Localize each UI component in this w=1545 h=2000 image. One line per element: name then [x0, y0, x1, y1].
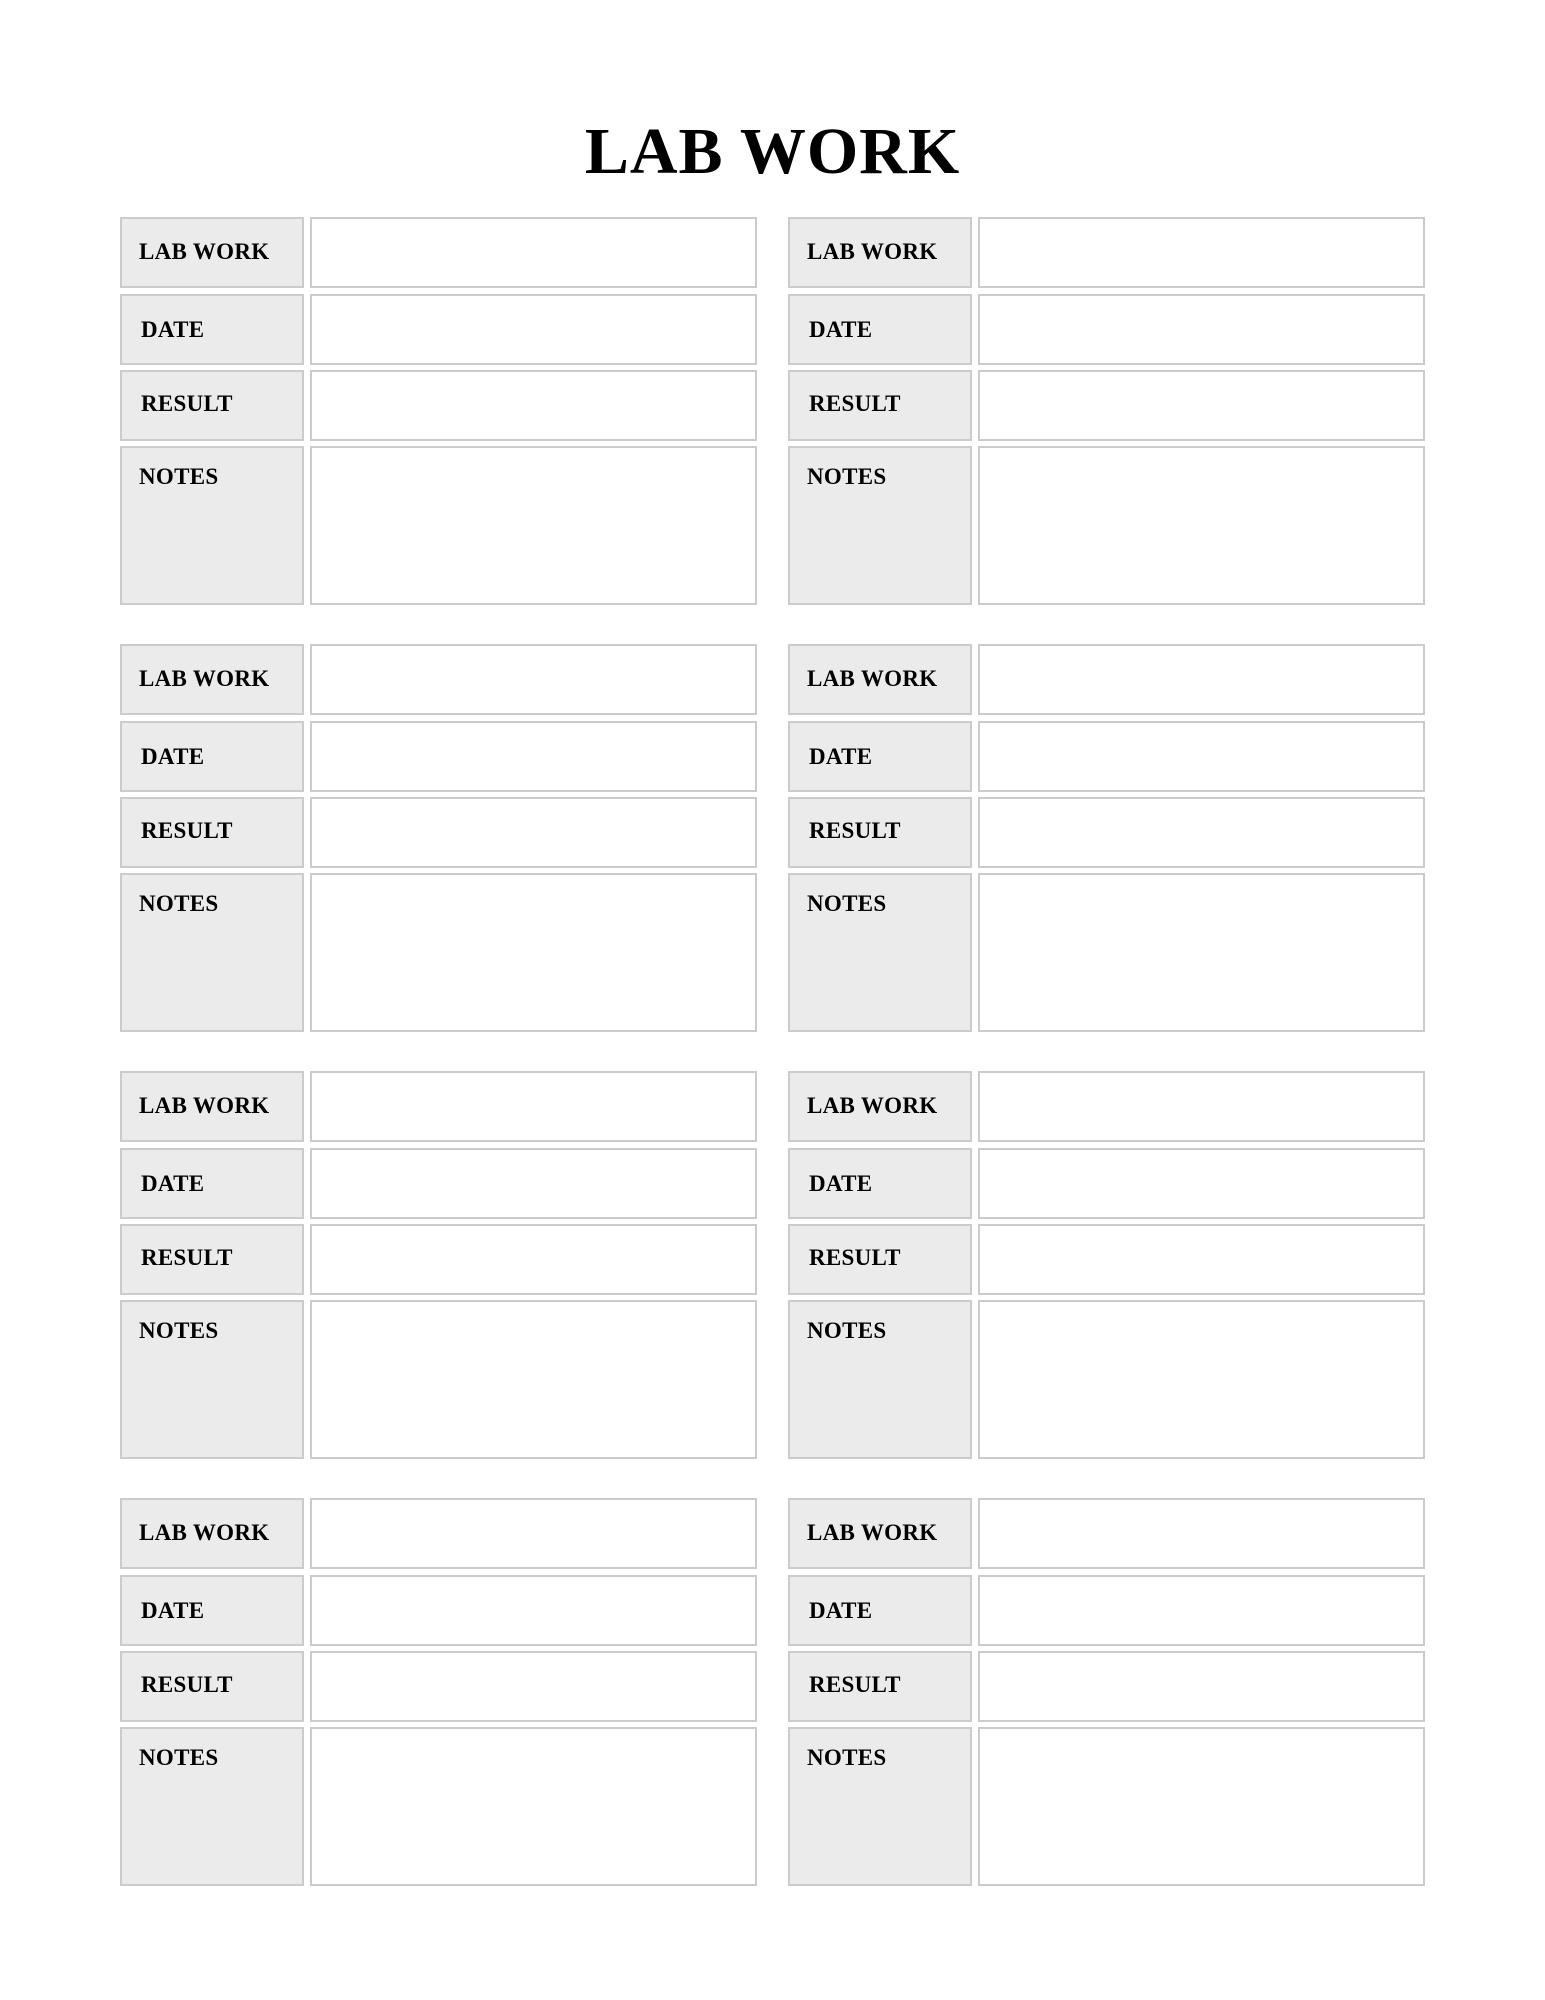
- notes-field[interactable]: [978, 873, 1425, 1032]
- notes-label: NOTES: [139, 891, 219, 916]
- result-label: RESULT: [141, 391, 233, 416]
- result-label: RESULT: [141, 818, 233, 843]
- notes-field[interactable]: [310, 1300, 757, 1459]
- notes-label: NOTES: [139, 464, 219, 489]
- notes-label-cell: [120, 1727, 304, 1886]
- result-label: RESULT: [809, 391, 901, 416]
- lab-work-field[interactable]: [978, 217, 1425, 288]
- result-label: RESULT: [809, 818, 901, 843]
- lab-entry-8: [788, 1498, 1424, 1886]
- date-field[interactable]: [310, 1575, 757, 1646]
- result-label-cell: [120, 797, 304, 868]
- lab-work-label-cell: [788, 1498, 972, 1569]
- lab-work-label: LAB WORK: [807, 239, 938, 264]
- lab-work-field[interactable]: [978, 644, 1425, 715]
- notes-label-cell: [788, 873, 972, 1032]
- date-field[interactable]: [310, 1148, 757, 1219]
- lab-work-field[interactable]: [310, 1498, 757, 1569]
- date-label-cell: [120, 721, 304, 792]
- notes-label: NOTES: [139, 1745, 219, 1770]
- lab-entry-3: [120, 644, 756, 1032]
- date-label-cell: [788, 721, 972, 792]
- date-field[interactable]: [978, 1575, 1425, 1646]
- result-field[interactable]: [310, 797, 757, 868]
- lab-work-label-cell: [120, 644, 304, 715]
- result-field[interactable]: [310, 370, 757, 441]
- date-label: DATE: [141, 317, 205, 342]
- lab-entry-5: [120, 1071, 756, 1459]
- lab-entry-7: [120, 1498, 756, 1886]
- date-label: DATE: [141, 1598, 205, 1623]
- result-field[interactable]: [978, 1651, 1425, 1722]
- page-title: LAB WORK: [584, 115, 961, 188]
- date-field[interactable]: [310, 294, 757, 365]
- date-label: DATE: [141, 744, 205, 769]
- notes-field[interactable]: [310, 446, 757, 605]
- result-field[interactable]: [978, 370, 1425, 441]
- date-label-cell: [120, 294, 304, 365]
- result-label-cell: [120, 1651, 304, 1722]
- result-label: RESULT: [141, 1672, 233, 1697]
- notes-label-cell: [788, 1300, 972, 1459]
- result-label-cell: [120, 1224, 304, 1295]
- notes-label-cell: [788, 446, 972, 605]
- notes-label: NOTES: [139, 1318, 219, 1343]
- notes-label: NOTES: [807, 464, 887, 489]
- notes-label-cell: [120, 1300, 304, 1459]
- date-label: DATE: [809, 317, 873, 342]
- notes-field[interactable]: [978, 1300, 1425, 1459]
- lab-work-label-cell: [120, 1498, 304, 1569]
- result-field[interactable]: [310, 1224, 757, 1295]
- lab-entry-4: [788, 644, 1424, 1032]
- lab-work-label-cell: [788, 644, 972, 715]
- date-label-cell: [120, 1575, 304, 1646]
- date-field[interactable]: [978, 721, 1425, 792]
- lab-work-label: LAB WORK: [807, 1520, 938, 1545]
- date-label-cell: [788, 1575, 972, 1646]
- result-label-cell: [788, 797, 972, 868]
- result-field[interactable]: [978, 1224, 1425, 1295]
- notes-label-cell: [788, 1727, 972, 1886]
- result-label-cell: [120, 370, 304, 441]
- notes-field[interactable]: [978, 1727, 1425, 1886]
- date-label-cell: [788, 1148, 972, 1219]
- lab-work-label-cell: [788, 217, 972, 288]
- notes-label: NOTES: [807, 891, 887, 916]
- lab-work-field[interactable]: [978, 1071, 1425, 1142]
- date-label-cell: [788, 294, 972, 365]
- result-label-cell: [788, 1224, 972, 1295]
- date-label: DATE: [141, 1171, 205, 1196]
- lab-work-label: LAB WORK: [807, 1093, 938, 1118]
- lab-work-label-cell: [120, 1071, 304, 1142]
- notes-field[interactable]: [310, 1727, 757, 1886]
- lab-entry-6: [788, 1071, 1424, 1459]
- lab-work-field[interactable]: [310, 1071, 757, 1142]
- result-field[interactable]: [978, 797, 1425, 868]
- result-label: RESULT: [141, 1245, 233, 1270]
- result-field[interactable]: [310, 1651, 757, 1722]
- notes-label-cell: [120, 873, 304, 1032]
- notes-label: NOTES: [807, 1745, 887, 1770]
- notes-field[interactable]: [310, 873, 757, 1032]
- notes-label-cell: [120, 446, 304, 605]
- result-label: RESULT: [809, 1672, 901, 1697]
- lab-work-field[interactable]: [978, 1498, 1425, 1569]
- lab-work-label-cell: [120, 217, 304, 288]
- lab-entry-2: [788, 217, 1424, 605]
- lab-work-label: LAB WORK: [807, 666, 938, 691]
- date-field[interactable]: [978, 294, 1425, 365]
- date-label: DATE: [809, 744, 873, 769]
- lab-work-label-cell: [788, 1071, 972, 1142]
- date-label: DATE: [809, 1598, 873, 1623]
- result-label-cell: [788, 1651, 972, 1722]
- lab-work-label: LAB WORK: [139, 1093, 270, 1118]
- lab-work-label: LAB WORK: [139, 666, 270, 691]
- date-label: DATE: [809, 1171, 873, 1196]
- result-label-cell: [788, 370, 972, 441]
- lab-entry-1: [120, 217, 756, 605]
- date-field[interactable]: [978, 1148, 1425, 1219]
- lab-work-field[interactable]: [310, 217, 757, 288]
- notes-label: NOTES: [807, 1318, 887, 1343]
- date-field[interactable]: [310, 721, 757, 792]
- result-label: RESULT: [809, 1245, 901, 1270]
- lab-work-field[interactable]: [310, 644, 757, 715]
- notes-field[interactable]: [978, 446, 1425, 605]
- lab-work-label: LAB WORK: [139, 1520, 270, 1545]
- date-label-cell: [120, 1148, 304, 1219]
- lab-work-label: LAB WORK: [139, 239, 270, 264]
